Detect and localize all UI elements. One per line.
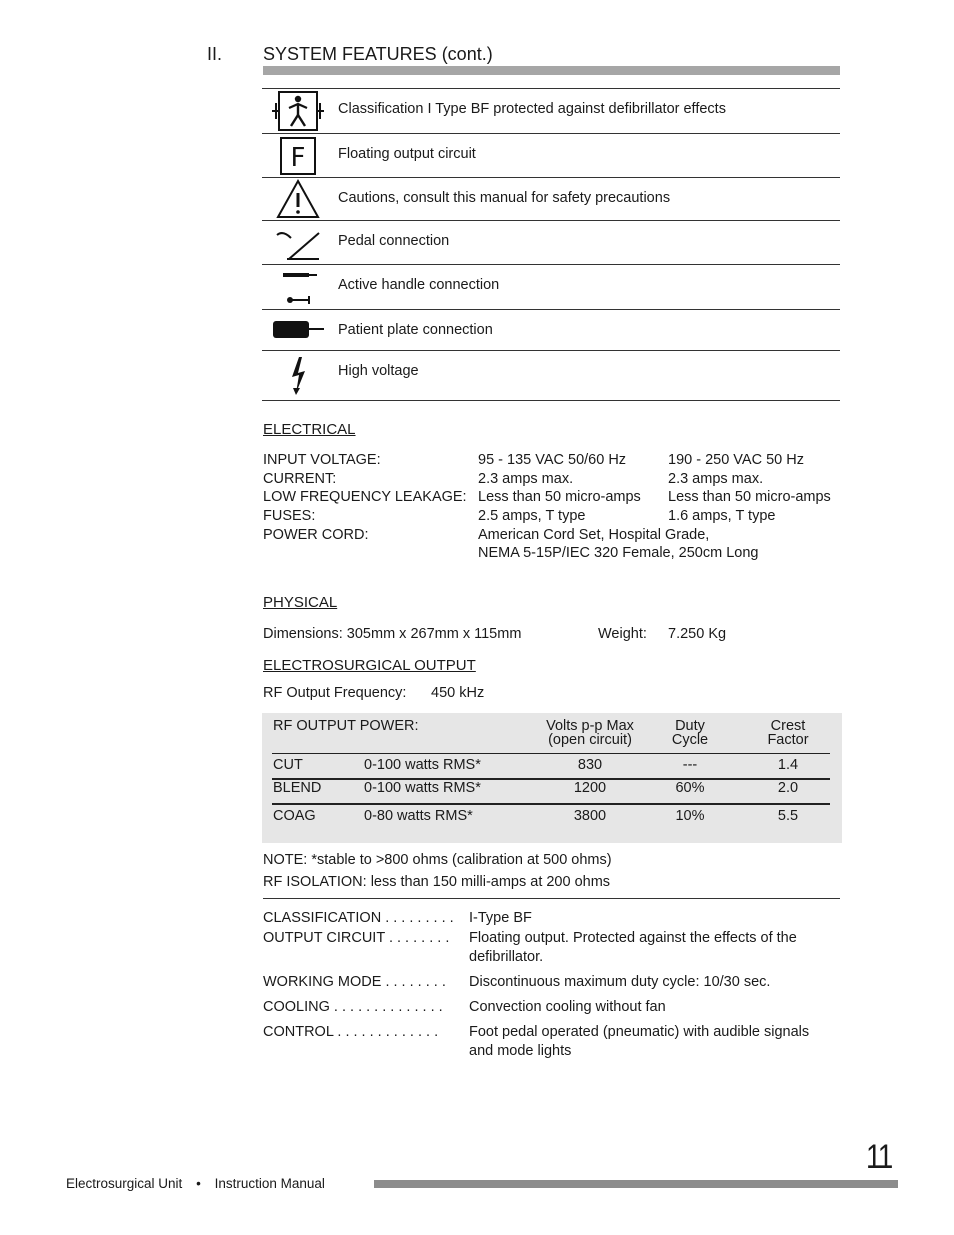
table-cell: 1200	[573, 780, 607, 796]
spec-value: NEMA 5-15P/IEC 320 Female, 250cm Long	[478, 545, 759, 561]
symbol-table	[262, 88, 840, 401]
spec-value: 2.3 amps max.	[668, 471, 764, 487]
spec-label: CURRENT:	[263, 471, 337, 487]
table-cell: 10%	[675, 808, 705, 824]
spec-value: I-Type BF	[469, 910, 532, 926]
symbol-label: Patient plate connection	[338, 322, 493, 338]
table-cell: 2.0	[777, 780, 799, 796]
table-cell: CUT	[273, 757, 303, 773]
table-cell: 60%	[675, 780, 705, 796]
section-title: SYSTEM FEATURES (cont.)	[263, 44, 493, 64]
spec-label: COOLING . . . . . . . . . . . . . .	[263, 999, 443, 1015]
table-cell: 5.5	[777, 808, 799, 824]
spec-value: 1.6 amps, T type	[668, 508, 776, 524]
spec-value: Less than 50 micro-amps	[478, 489, 641, 505]
duty-header: Duty Cycle	[671, 718, 709, 748]
electrosurgical-heading: ELECTROSURGICAL OUTPUT	[263, 657, 476, 674]
footer-bar	[374, 1180, 898, 1188]
table-cell: 0-100 watts RMS*	[364, 780, 481, 796]
spec-label: LOW FREQUENCY LEAKAGE:	[263, 489, 467, 505]
svg-text:F: F	[290, 142, 306, 173]
spec-label: OUTPUT CIRCUIT . . . . . . . .	[263, 930, 450, 946]
table-cell: 830	[577, 757, 603, 773]
frequency-label: RF Output Frequency:	[263, 685, 407, 701]
symbol-label: Classification I Type BF protected against defibrillator effects	[338, 101, 726, 117]
caution-icon	[270, 178, 326, 220]
spec-label: CONTROL . . . . . . . . . . . . .	[263, 1024, 439, 1040]
pedal-icon	[270, 221, 326, 264]
spec-value: Floating output. Protected against the effects of the	[469, 930, 797, 946]
symbol-label: Cautions, consult this manual for safety precautions	[338, 190, 671, 206]
spec-value: defibrillator.	[469, 949, 544, 965]
type-bf-defibrillator-icon	[270, 89, 326, 133]
symbol-label: Floating output circuit	[338, 146, 476, 162]
table-cell: ---	[682, 757, 698, 773]
symbol-row	[262, 220, 840, 264]
table-cell: 1.4	[777, 757, 799, 773]
row-divider	[272, 803, 830, 805]
symbol-row	[262, 264, 840, 309]
active-handle-icon	[270, 265, 326, 309]
symbol-row	[262, 88, 840, 133]
footer-doc-subtitle: Instruction Manual	[214, 1176, 325, 1191]
spec-label: CLASSIFICATION . . . . . . . . .	[263, 910, 454, 926]
table-cell: 3800	[573, 808, 607, 824]
symbol-label: Pedal connection	[338, 233, 450, 249]
spec-value: 2.5 amps, T type	[478, 508, 586, 524]
physical-heading: PHYSICAL	[263, 594, 338, 611]
spec-label: WORKING MODE . . . . . . . .	[263, 974, 446, 990]
electrical-heading: ELECTRICAL	[263, 421, 356, 438]
spec-value: Discontinuous maximum duty cycle: 10/30 sec.	[469, 974, 771, 990]
table-cell: 0-100 watts RMS*	[364, 757, 481, 773]
weight-label: Weight:	[598, 626, 647, 642]
symbol-row	[262, 350, 840, 401]
spec-value: American Cord Set, Hospital Grade,	[478, 527, 710, 543]
symbol-row	[262, 177, 840, 220]
header-divider	[272, 753, 830, 754]
frequency-value: 450 kHz	[431, 685, 485, 701]
spec-value: Convection cooling without fan	[469, 999, 666, 1015]
table-cell: COAG	[273, 808, 316, 824]
rf-isolation-note: RF ISOLATION: less than 150 milli-amps at 200 ohms	[263, 874, 611, 890]
rf-output-table	[262, 713, 842, 843]
volts-header: Volts p-p Max (open circuit)	[546, 718, 634, 748]
symbol-row	[262, 309, 840, 350]
page-number: 11	[866, 1138, 892, 1176]
spec-label: FUSES:	[263, 508, 316, 524]
spec-value: Less than 50 micro-amps	[668, 489, 831, 505]
title-underline-bar	[263, 66, 840, 75]
specs-divider	[263, 898, 840, 899]
symbol-row	[262, 133, 840, 177]
spec-value: and mode lights	[469, 1043, 572, 1059]
floating-output-icon	[270, 134, 326, 177]
section-number: II.	[207, 44, 223, 64]
symbol-label: High voltage	[338, 363, 419, 379]
weight-value: 7.250 Kg	[668, 626, 727, 642]
table-cell: 0-80 watts RMS*	[364, 808, 473, 824]
patient-plate-icon	[270, 310, 326, 350]
footer-bullet: •	[196, 1176, 201, 1191]
footer-doc-title: Electrosurgical Unit	[66, 1176, 183, 1191]
spec-value: Foot pedal operated (pneumatic) with audible signals	[469, 1024, 810, 1040]
symbol-label: Active handle connection	[338, 277, 500, 293]
spec-label: INPUT VOLTAGE:	[263, 452, 381, 468]
footer-title	[66, 1176, 325, 1191]
crest-header: Crest Factor	[767, 718, 809, 748]
table-cell: BLEND	[273, 780, 322, 796]
spec-value: 95 - 135 VAC 50/60 Hz	[478, 452, 627, 468]
rf-table-title: RF OUTPUT POWER:	[273, 718, 419, 734]
spec-label: POWER CORD:	[263, 527, 369, 543]
high-voltage-icon	[270, 351, 326, 400]
dimensions-text: Dimensions: 305mm x 267mm x 115mm	[263, 626, 522, 642]
spec-value: 2.3 amps max.	[478, 471, 574, 487]
stability-note: NOTE: *stable to >800 ohms (calibration at 500 ohms)	[263, 852, 612, 868]
spec-value: 190 - 250 VAC 50 Hz	[668, 452, 804, 468]
